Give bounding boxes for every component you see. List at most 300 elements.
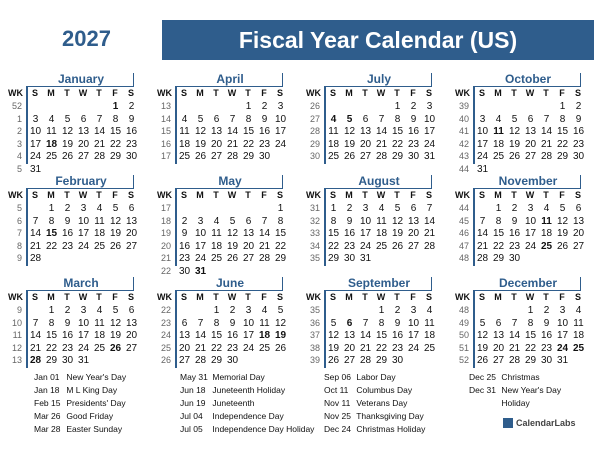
day-cell: 18 [45, 138, 58, 150]
holiday-name: Christmas [499, 372, 540, 382]
weekday-label: T [245, 292, 251, 302]
weekday-label: T [96, 292, 102, 302]
day-cell: 1 [245, 101, 252, 112]
day-cell: 15 [45, 330, 58, 341]
day-cell: 21 [423, 228, 436, 239]
day-cell: 8 [330, 215, 337, 227]
weekday-label: S [329, 292, 336, 302]
weekday-label: M [47, 88, 55, 98]
day-cell: 7 [32, 317, 39, 329]
week-number: 12 [11, 342, 22, 353]
day-cell: 3 [410, 305, 417, 316]
day-cell: 12 [226, 228, 239, 239]
day-cell: 12 [556, 215, 569, 227]
weekday-label: S [478, 190, 485, 200]
weekday-label: F [261, 292, 267, 302]
weekday-label: T [245, 88, 251, 98]
week-number: 36 [309, 317, 320, 328]
weekday-label: T [511, 88, 517, 98]
day-cell: 23 [178, 253, 191, 264]
day-cell: 17 [359, 228, 372, 239]
weekday-label: S [276, 88, 283, 98]
week-number: 26 [160, 355, 171, 365]
month-name: May [177, 174, 283, 189]
day-cell: 12 [274, 317, 287, 329]
week-number: 52 [458, 355, 469, 365]
day-cell: 22 [210, 342, 223, 354]
month-name: July [326, 72, 432, 87]
week-number: 25 [160, 342, 171, 353]
day-cell: 24 [556, 342, 569, 354]
month-name: March [28, 276, 134, 291]
day-cell: 15 [327, 228, 340, 239]
day-cell: 16 [540, 330, 553, 341]
day-cell: 25 [93, 240, 106, 252]
day-cell: 11 [259, 317, 270, 329]
day-cell: 9 [64, 317, 71, 329]
week-number-header: WK [157, 88, 172, 98]
day-cell: 29 [242, 151, 255, 162]
day-cell: 12 [194, 126, 207, 137]
weekday-label: F [410, 292, 416, 302]
holiday-column [180, 372, 320, 437]
day-cell: 3 [426, 101, 433, 112]
week-number: 5 [16, 203, 22, 213]
day-cell: 4 [426, 305, 433, 316]
week-number: 22 [160, 305, 171, 315]
day-cell: 8 [48, 215, 55, 227]
day-cell: 17 [194, 240, 207, 252]
month-name: September [326, 276, 432, 291]
day-cell: 9 [575, 113, 582, 125]
day-cell: 10 [423, 113, 436, 125]
weekday-label: W [376, 292, 386, 302]
day-cell: 29 [391, 151, 404, 162]
weekday-label: W [227, 190, 237, 200]
day-cell: 2 [181, 215, 188, 227]
day-cell: 26 [508, 151, 521, 162]
day-cell: 25 [93, 342, 106, 354]
week-number-header: WK [306, 88, 321, 98]
month-march [8, 276, 138, 368]
day-cell: 10 [29, 126, 42, 137]
weekday-label: T [362, 190, 368, 200]
day-cell: 12 [476, 330, 489, 341]
day-cell: 11 [424, 317, 435, 329]
week-number: 5 [16, 163, 22, 174]
holiday-item [324, 424, 464, 437]
weekday-label: S [478, 88, 485, 98]
day-cell: 18 [258, 330, 271, 341]
week-number: 3 [16, 138, 22, 149]
day-cell: 15 [524, 330, 537, 341]
day-cell: 4 [495, 113, 502, 125]
weekday-label: S [127, 190, 134, 200]
day-cell: 30 [178, 265, 191, 277]
day-cell: 24 [77, 240, 90, 252]
day-cell: 28 [540, 151, 553, 162]
holiday-date: Jan 18 [34, 385, 60, 395]
day-cell: 15 [375, 330, 388, 341]
day-cell: 4 [261, 305, 268, 316]
day-cell: 24 [359, 240, 372, 252]
day-cell: 21 [29, 240, 42, 252]
day-cell: 21 [375, 138, 388, 150]
day-cell: 14 [194, 330, 207, 341]
day-cell: 10 [359, 215, 372, 227]
month-name: August [326, 174, 432, 189]
day-cell: 16 [61, 330, 74, 341]
weekday-label: T [543, 88, 549, 98]
day-cell: 22 [45, 342, 58, 354]
holiday-date: Mar 26 [34, 411, 61, 421]
day-cell: 8 [277, 215, 284, 227]
week-number: 16 [160, 138, 171, 149]
day-cell: 16 [407, 126, 420, 137]
holiday-item [469, 372, 600, 385]
day-cell: 29 [274, 253, 287, 264]
day-cell: 11 [211, 228, 222, 239]
day-cell: 14 [29, 330, 42, 341]
day-cell: 17 [242, 330, 255, 341]
week-number: 1 [16, 113, 22, 124]
day-cell: 20 [407, 228, 420, 239]
week-number-header: WK [157, 190, 172, 200]
week-number: 2 [16, 126, 22, 136]
week-number: 34 [309, 240, 320, 251]
week-number: 30 [309, 151, 320, 161]
day-cell: 12 [109, 215, 122, 227]
holiday-date: Sep 06 [324, 372, 351, 382]
day-cell: 27 [492, 355, 505, 366]
day-cell: 22 [242, 138, 255, 150]
holiday-date: Nov 25 [324, 411, 351, 421]
day-cell: 5 [277, 305, 284, 316]
day-cell: 7 [511, 317, 518, 329]
day-cell: 6 [128, 203, 135, 214]
week-number: 50 [458, 330, 469, 340]
day-cell: 8 [378, 317, 385, 329]
day-cell: 26 [556, 240, 569, 252]
day-cell: 29 [524, 355, 537, 366]
week-number: 32 [309, 215, 320, 226]
day-cell: 3 [32, 113, 39, 125]
day-cell: 17 [77, 330, 90, 341]
week-number: 39 [309, 355, 320, 365]
day-cell: 4 [575, 305, 582, 316]
weekday-label: S [31, 88, 38, 98]
week-number: 49 [458, 317, 469, 328]
day-cell: 22 [109, 138, 122, 150]
holiday-item [180, 424, 320, 437]
day-cell: 29 [109, 151, 122, 162]
week-number: 18 [160, 215, 171, 226]
day-cell: 11 [541, 215, 552, 227]
day-cell: 6 [80, 113, 87, 125]
day-cell: 15 [492, 228, 505, 239]
weekday-label: W [78, 88, 88, 98]
day-cell: 30 [258, 151, 271, 162]
week-number: 29 [309, 138, 320, 149]
day-cell: 20 [210, 138, 223, 150]
day-cell: 1 [559, 101, 566, 112]
day-cell: 11 [328, 126, 339, 137]
day-cell: 8 [245, 113, 252, 125]
day-cell: 14 [29, 228, 42, 239]
day-cell: 10 [476, 126, 489, 137]
weekday-label: T [394, 190, 400, 200]
holiday-item [180, 398, 320, 411]
holiday-name: Presidents' Day [64, 398, 126, 408]
holiday-column [324, 372, 464, 437]
day-cell: 26 [226, 253, 239, 264]
day-cell: 18 [93, 330, 106, 341]
day-cell: 6 [213, 113, 220, 125]
holiday-item [180, 372, 320, 385]
day-cell: 8 [48, 317, 55, 329]
holiday-name: Labor Day [354, 372, 396, 382]
week-number: 17 [160, 151, 171, 161]
weekday-label: S [574, 190, 581, 200]
day-cell: 7 [229, 113, 236, 125]
day-cell: 30 [343, 253, 356, 264]
day-cell: 10 [194, 228, 207, 239]
day-cell: 11 [376, 215, 387, 227]
day-cell: 13 [343, 330, 356, 341]
month-january [8, 72, 138, 175]
weekday-label: F [410, 190, 416, 200]
weekday-label: W [227, 292, 237, 302]
day-cell: 7 [426, 203, 433, 214]
day-cell: 19 [109, 330, 122, 341]
day-cell: 1 [112, 101, 119, 112]
day-cell: 20 [524, 138, 537, 150]
weekday-label: T [64, 292, 70, 302]
day-cell: 19 [274, 330, 287, 341]
day-cell: 6 [410, 203, 417, 214]
day-cell: 11 [573, 317, 584, 329]
day-cell: 23 [391, 342, 404, 354]
day-cell: 16 [226, 330, 239, 341]
month-october [455, 72, 585, 175]
day-cell: 22 [556, 138, 569, 150]
day-cell: 16 [178, 240, 191, 252]
holiday-item [324, 385, 464, 398]
day-cell: 23 [125, 138, 138, 150]
year-label: 2027 [62, 26, 111, 51]
holiday-item [34, 398, 174, 411]
day-cell: 18 [572, 330, 585, 341]
day-cell: 16 [61, 228, 74, 239]
day-cell: 9 [543, 317, 550, 329]
day-cell: 26 [274, 342, 287, 354]
weekday-label: T [543, 190, 549, 200]
day-cell: 13 [242, 228, 255, 239]
day-cell: 15 [210, 330, 223, 341]
day-cell: 20 [77, 138, 90, 150]
day-cell: 6 [245, 215, 252, 227]
day-cell: 19 [343, 138, 356, 150]
month-name: December [475, 276, 581, 291]
day-cell: 21 [540, 138, 553, 150]
month-name: October [475, 72, 581, 87]
holiday-date: May 31 [180, 372, 208, 382]
day-cell: 22 [327, 240, 340, 252]
day-cell: 19 [476, 342, 489, 354]
day-cell: 2 [346, 203, 353, 214]
holiday-name: Independence Day [210, 411, 284, 421]
holiday-date: Jul 04 [180, 411, 203, 421]
day-cell: 4 [213, 215, 220, 227]
weekday-label: M [47, 292, 55, 302]
week-number: 13 [160, 101, 171, 111]
day-cell: 11 [493, 126, 504, 137]
week-number: 23 [160, 317, 171, 328]
weekday-label: W [78, 190, 88, 200]
weekday-label: S [425, 292, 432, 302]
day-cell: 2 [511, 203, 518, 214]
weekday-label: M [345, 88, 353, 98]
day-cell: 5 [229, 215, 236, 227]
day-cell: 3 [277, 101, 284, 112]
week-number: 33 [309, 228, 320, 238]
day-cell: 16 [125, 126, 138, 137]
week-number: 13 [11, 355, 22, 365]
day-cell: 28 [258, 253, 271, 264]
holiday-date: Feb 15 [34, 398, 61, 408]
weekday-label: F [261, 190, 267, 200]
day-cell: 24 [423, 138, 436, 150]
weekday-label: S [180, 292, 187, 302]
day-cell: 22 [45, 240, 58, 252]
day-cell: 19 [327, 342, 340, 354]
day-cell: 23 [508, 240, 521, 252]
day-cell: 9 [64, 215, 71, 227]
day-cell: 2 [543, 305, 550, 316]
day-cell: 19 [109, 228, 122, 239]
day-cell: 29 [327, 253, 340, 264]
day-cell: 25 [492, 151, 505, 162]
weekday-label: M [345, 292, 353, 302]
weekday-label: M [494, 88, 502, 98]
week-number-header: WK [455, 292, 470, 302]
weekday-label: F [559, 190, 565, 200]
weekday-label: M [196, 190, 204, 200]
day-cell: 15 [556, 126, 569, 137]
weekday-label: S [425, 88, 432, 98]
day-cell: 9 [181, 228, 188, 239]
weekday-label: W [525, 88, 535, 98]
holiday-date: Jun 19 [180, 398, 206, 408]
weekday-label: F [261, 88, 267, 98]
day-cell: 5 [112, 203, 119, 214]
holiday-date: Jul 05 [180, 424, 203, 434]
day-cell: 25 [258, 342, 271, 354]
week-number: 35 [309, 253, 320, 263]
day-cell: 6 [575, 203, 582, 214]
day-cell: 22 [524, 342, 537, 354]
month-name: April [177, 72, 283, 87]
weekday-label: W [376, 190, 386, 200]
day-cell: 7 [32, 215, 39, 227]
day-cell: 28 [508, 355, 521, 366]
weekday-label: T [394, 88, 400, 98]
day-cell: 21 [508, 342, 521, 354]
week-number-header: WK [8, 190, 23, 200]
day-cell: 16 [258, 126, 271, 137]
holiday-item [469, 398, 600, 411]
week-number: 46 [458, 228, 469, 238]
day-cell: 28 [359, 355, 372, 366]
day-cell: 17 [407, 330, 420, 341]
day-cell: 2 [394, 305, 401, 316]
holiday-date: Jan 01 [34, 372, 60, 382]
day-cell: 13 [359, 126, 372, 137]
calendarlabs-logo[interactable] [503, 418, 576, 428]
week-number: 51 [458, 342, 469, 353]
holiday-name: Juneteenth Holiday [210, 385, 286, 395]
weekday-label: M [494, 292, 502, 302]
day-cell: 23 [226, 342, 239, 354]
day-cell: 23 [343, 240, 356, 252]
day-cell: 7 [96, 113, 103, 125]
week-number: 28 [309, 126, 320, 136]
day-cell: 27 [524, 151, 537, 162]
day-cell: 20 [242, 240, 255, 252]
day-cell: 11 [94, 215, 105, 227]
day-cell: 14 [540, 126, 553, 137]
day-cell: 17 [556, 330, 569, 341]
month-july [306, 72, 436, 164]
day-cell: 31 [476, 163, 489, 175]
day-cell: 7 [479, 215, 486, 227]
day-cell: 15 [242, 126, 255, 137]
day-cell: 23 [61, 240, 74, 252]
holiday-date: Oct 11 [324, 385, 349, 395]
day-cell: 4 [330, 113, 337, 125]
day-cell: 20 [343, 342, 356, 354]
day-cell: 23 [258, 138, 271, 150]
day-cell: 14 [423, 215, 436, 227]
weekday-label: S [31, 292, 38, 302]
weekday-label: T [213, 292, 219, 302]
day-cell: 27 [77, 151, 90, 162]
day-cell: 25 [572, 342, 585, 354]
day-cell: 12 [327, 330, 340, 341]
day-cell: 7 [543, 113, 550, 125]
holiday-item [324, 411, 464, 424]
day-cell: 28 [375, 151, 388, 162]
day-cell: 19 [556, 228, 569, 239]
week-number-header: WK [306, 190, 321, 200]
holiday-item [180, 385, 320, 398]
day-cell: 16 [508, 228, 521, 239]
holiday-name: M L King Day [64, 385, 118, 395]
month-june [157, 276, 287, 368]
weekday-label: M [494, 190, 502, 200]
holiday-date: Dec 31 [469, 385, 496, 395]
day-cell: 4 [96, 203, 103, 214]
day-cell: 21 [29, 342, 42, 354]
day-cell: 13 [492, 330, 505, 341]
day-cell: 2 [410, 101, 417, 112]
weekday-label: T [64, 190, 70, 200]
week-number: 31 [309, 203, 320, 213]
day-cell: 12 [508, 126, 521, 137]
day-cell: 29 [556, 151, 569, 162]
holiday-date: Dec 24 [324, 424, 351, 434]
day-cell: 10 [524, 215, 537, 227]
